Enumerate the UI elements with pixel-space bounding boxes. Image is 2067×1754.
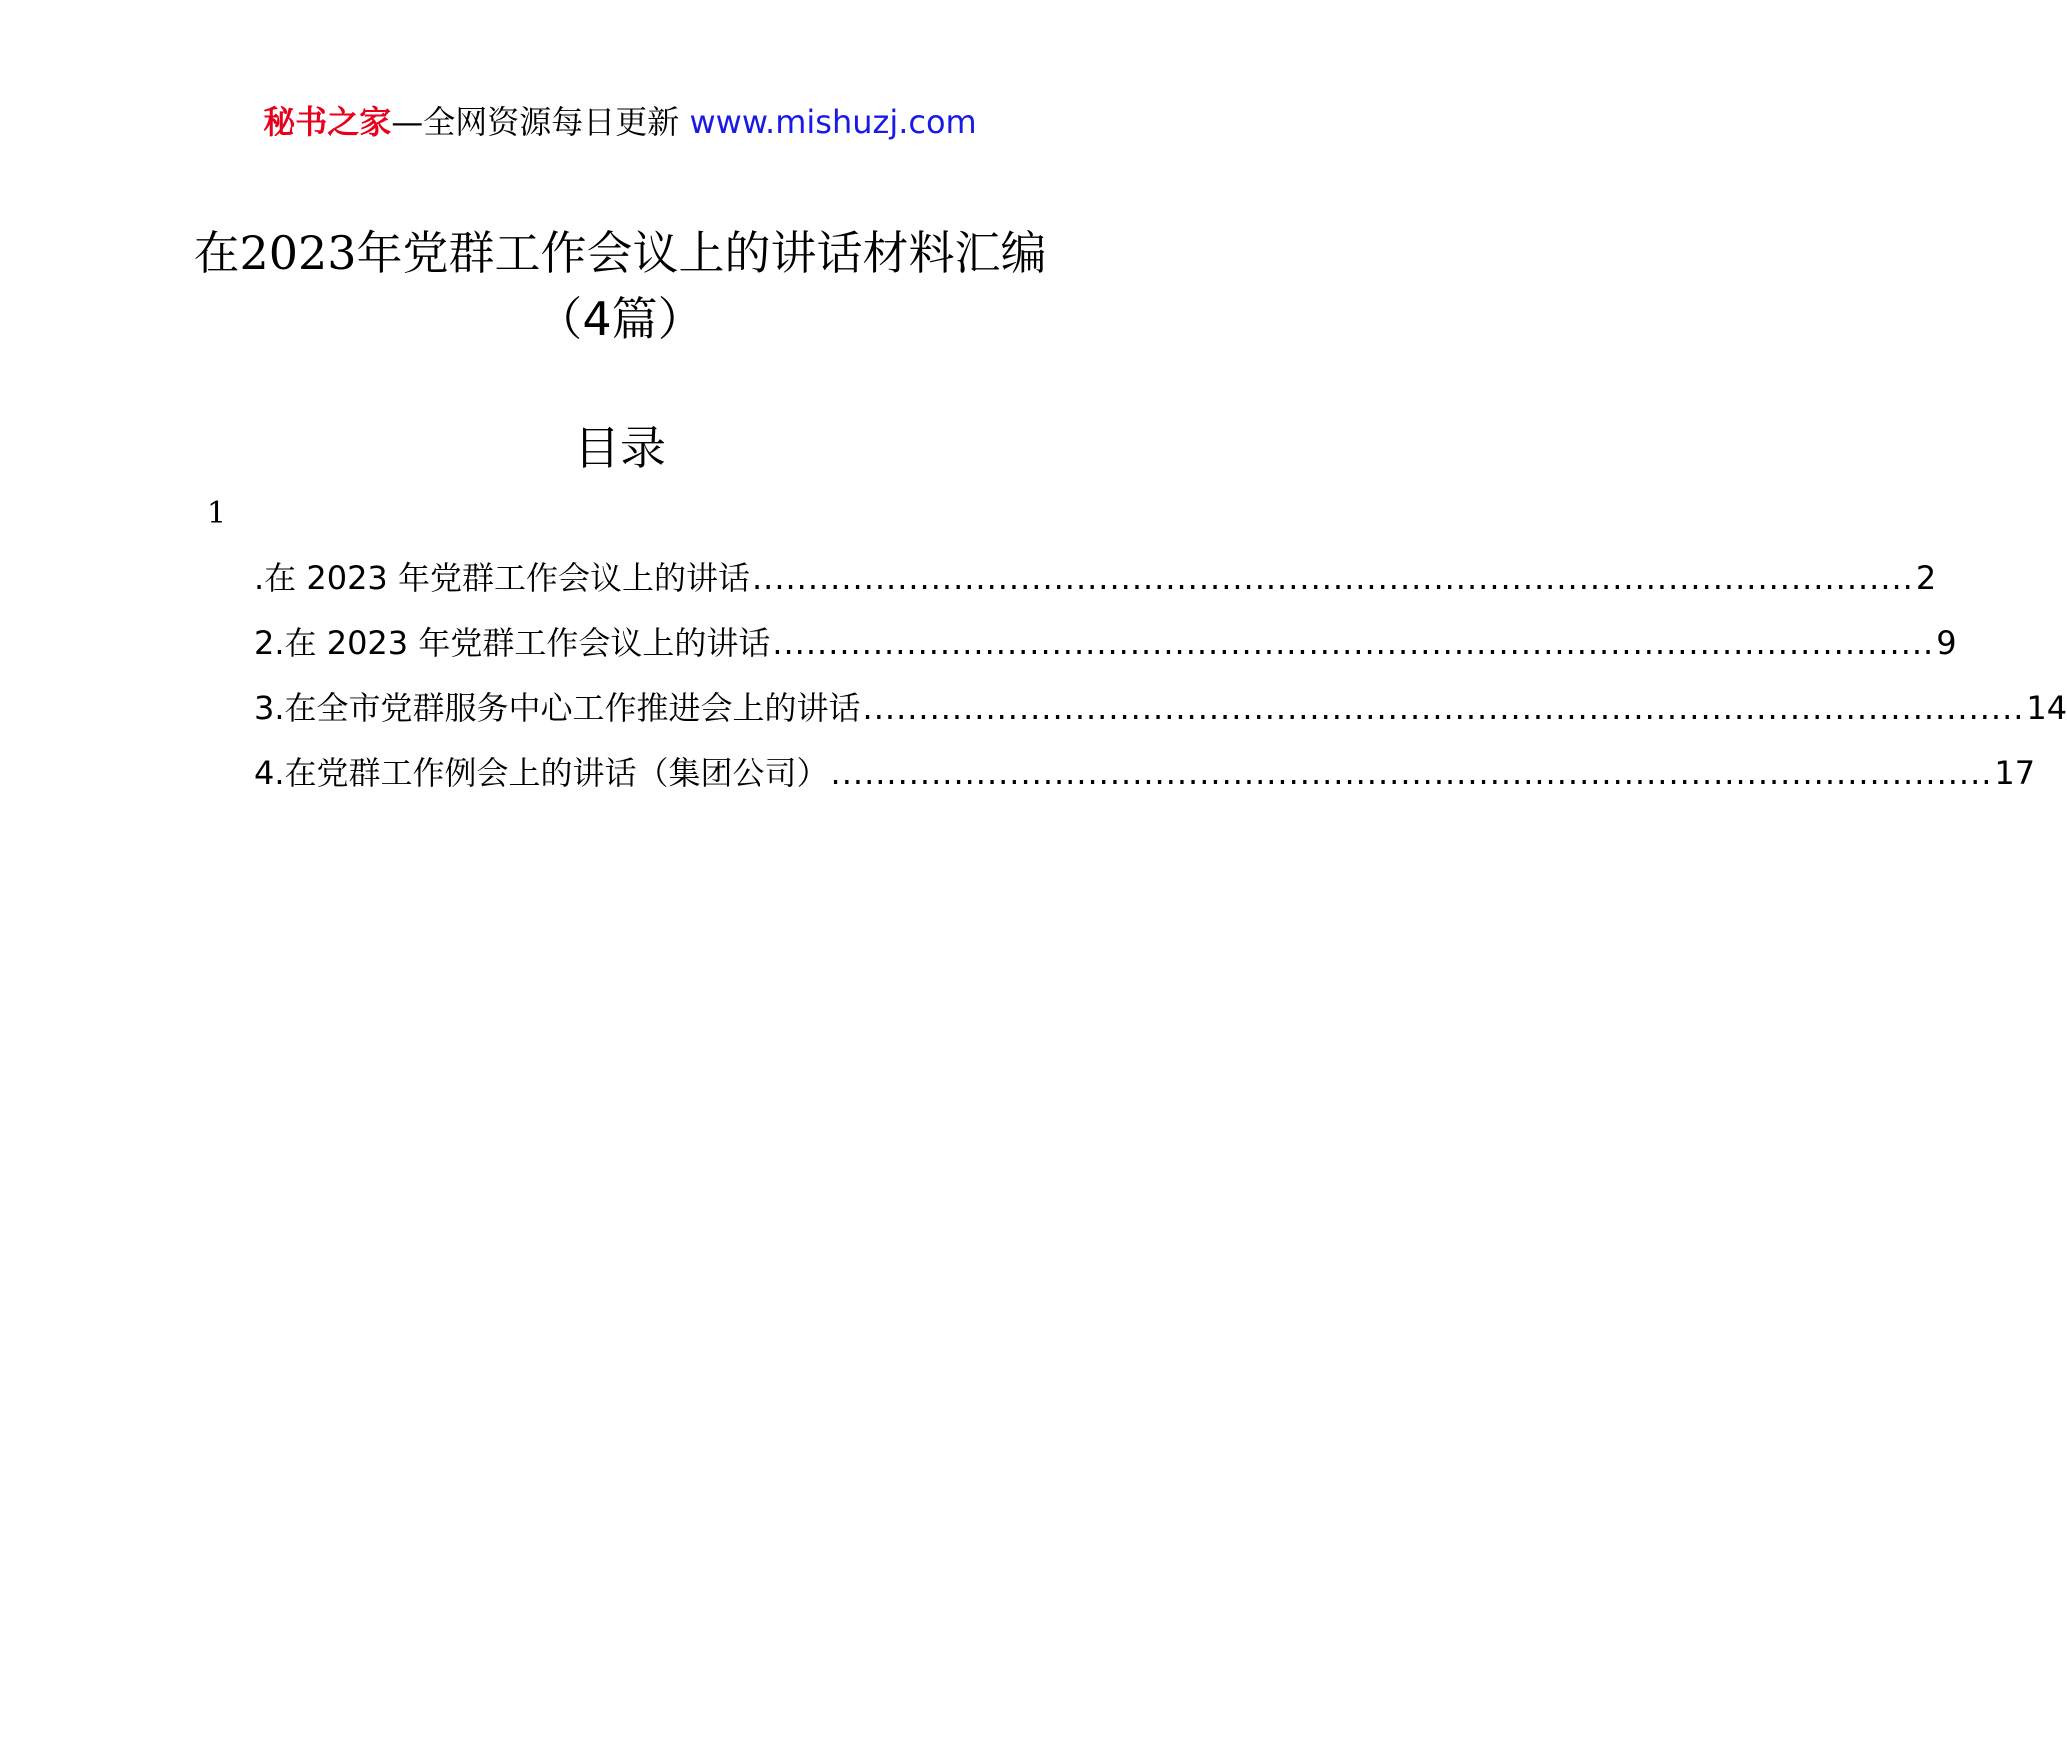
toc-entry[interactable] [254,556,1937,621]
title-prefix: 在 [193,226,240,280]
title-year: 2023 [239,226,357,280]
toc-entry-page: 2 [1915,559,1937,597]
toc-dot-leader: ........................................................................................................ [862,689,2025,727]
toc-entry-page: 14 [2026,689,2067,727]
site-header [0,100,1240,144]
stray-list-number: 1 [207,496,227,531]
toc-entry-title: 2.在 2023 年党群工作会议上的讲话 [254,624,771,662]
title-suffix: 年党群工作会议上的讲话材料汇编 [356,226,1047,280]
brand-name: 秘书之家 [263,103,392,141]
document-title [0,222,1240,284]
toc-entry-page: 17 [1994,754,2036,792]
toc-heading: 目录 [574,421,666,475]
toc-dot-leader: ........................................................................................................ [751,559,1914,597]
toc-dot-leader: ........................................................................................................ [772,624,1935,662]
toc-entry[interactable] [254,751,2036,816]
document-subtitle: （4篇） [536,292,704,346]
toc-entry-page: 9 [1936,624,1957,662]
toc-dot-leader: ........................................................................................................ [830,754,1993,792]
toc-entry-title: 4.在党群工作例会上的讲话（集团公司） [254,754,829,792]
toc-entry-title: 3.在全市党群服务中心工作推进会上的讲话 [254,689,861,727]
header-tagline: —全网资源每日更新 [391,103,680,141]
toc-entry-title: .在 2023 年党群工作会议上的讲话 [254,559,750,597]
site-url-link[interactable]: www.mishuzj.com [689,103,977,141]
toc-entry[interactable] [254,686,2067,751]
table-of-contents [254,556,2067,816]
toc-entry[interactable] [254,621,1957,686]
